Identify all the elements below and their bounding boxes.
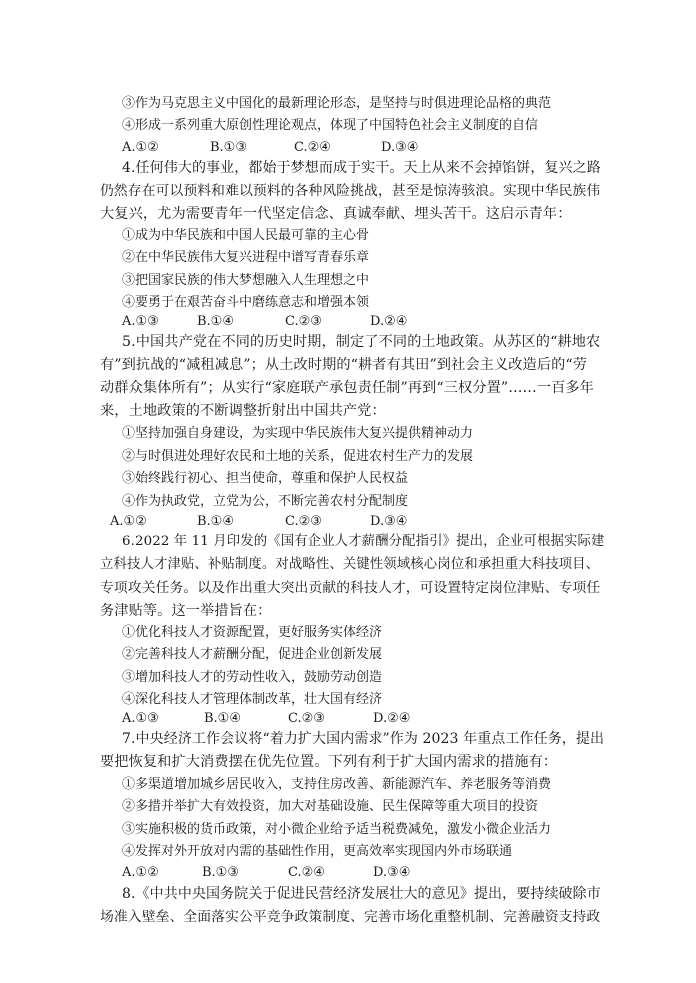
q4-item-1: ①成为中华民族和中国人民最可靠的主心骨 <box>122 228 370 243</box>
q3-item-3: ③作为马克思主义中国化的最新理论形态，是坚持与时俱进理论品格的典范 <box>122 96 552 111</box>
q7-stem-line-1: 7.中央经济工作会议将“着力扩大国内需求”作为 2023 年重点工作任务，提出 <box>122 731 605 747</box>
q6-item-3: ③增加科技人才的劳动性收入，鼓励劳动创造 <box>122 670 383 685</box>
q7-answer-c: C.②④ <box>288 865 325 880</box>
q5-stem-line-1: 5.中国共产党在不同的历史时期，制定了不同的土地政策。从苏区的“耕地农 <box>122 334 601 350</box>
q5-item-3: ③始终践行初心、担当使命，尊重和保护人民权益 <box>122 471 409 486</box>
q5-answer-c: C.②③ <box>285 514 322 529</box>
q7-item-3: ③实施积极的货币政策，对小微企业给予适当税费减免，激发小微企业活力 <box>122 822 552 837</box>
q4-answer-c: C.②③ <box>285 314 322 329</box>
q3-answer-d: D.③④ <box>381 140 419 155</box>
q6-answer-a: A.①③ <box>122 711 159 726</box>
q6-stem-line-2: 立科技人才津贴、补贴制度。对战略性、关键性领域核心岗位和承担重大科技项目、 <box>100 557 600 572</box>
q4-answer-b: B.①④ <box>197 314 234 329</box>
q4-answer-d: D.②④ <box>370 314 408 329</box>
q5-item-2: ②与时俱进处理好农民和土地的关系，促进农村生产力的发展 <box>122 449 474 464</box>
q4-item-4: ④要勇于在艰苦奋斗中磨练意志和增强本领 <box>122 295 370 310</box>
q6-answer-b: B.①④ <box>204 711 241 726</box>
q5-answer-b: B.①④ <box>197 514 234 529</box>
q4-answer-a: A.①③ <box>122 314 159 329</box>
q7-item-1: ①多渠道增加城乡居民收入，支持住房改善、新能源汽车、养老服务等消费 <box>122 777 552 792</box>
q8-stem-line-2: 场准入壁垒、全面落实公平竞争政策制度、完善市场化重整机制、完善融资支持政 <box>100 909 601 925</box>
q5-item-4: ④作为执政党，立党为公，不断完善农村分配制度 <box>122 494 409 509</box>
q3-item-4: ④形成一系列重大原创性理论观点，体现了中国特色社会主义制度的自信 <box>122 118 539 133</box>
q6-stem-line-1: 6.2022 年 11 月印发的《国有企业人才薪酬分配指引》提出，企业可根据实际建 <box>122 534 605 549</box>
q5-answer-a: A.①② <box>110 514 147 529</box>
q5-stem-line-3: 动群众集体所有”；从实行“家庭联产承包责任制”再到“三权分置”……一百多年 <box>100 380 594 396</box>
q6-answer-c: C.②③ <box>288 711 325 726</box>
q4-item-3: ③把国家民族的伟大梦想融入人生理想之中 <box>122 273 370 288</box>
q4-item-2: ②在中华民族伟大复兴进程中谱写青春乐章 <box>122 250 370 265</box>
q4-stem-line-2: 仍然存在可以预料和难以预料的各种风险挑战，甚至是惊涛骇浪。实现中华民族伟 <box>100 183 601 199</box>
q7-item-2: ②多措并举扩大有效投资，加大对基础设施、民生保障等重大项目的投资 <box>122 799 539 814</box>
q7-answer-b: B.①③ <box>202 865 239 880</box>
q5-stem-line-2: 有”到抗战的“减租减息”；从土改时期的“耕者有其田”到社会主义改造后的“劳 <box>100 357 588 373</box>
q7-stem-line-2: 要把恢复和扩大消费摆在优先位置。下列有利于扩大国内需求的措施有： <box>100 754 558 770</box>
q3-answer-b: B.①③ <box>210 140 247 155</box>
q6-stem-line-4: 务津贴等。这一举措旨在： <box>100 603 272 619</box>
q6-item-2: ②完善科技人才薪酬分配，促进企业创新发展 <box>122 647 383 662</box>
q6-item-4: ④深化科技人才管理体制改革，壮大国有经济 <box>122 692 383 707</box>
q8-stem-line-1: 8.《中共中央国务院关于促进民营经济发展壮大的意见》提出，要持续破除市 <box>122 886 601 902</box>
q5-answer-d: D.③④ <box>370 514 408 529</box>
q5-stem-line-4: 来，土地政策的不断调整折射出中国共产党： <box>100 403 386 419</box>
q6-stem-line-3: 专项攻关任务。以及作出重大突出贡献的科技人才，可设置特定岗位津贴、专项任 <box>100 580 601 596</box>
q3-answer-c: C.②④ <box>294 140 331 155</box>
q7-item-4: ④发挥对外开放对内需的基础性作用，更高效率实现国内外市场联通 <box>122 844 513 859</box>
q3-answer-a: A.①② <box>122 140 159 155</box>
q6-item-1: ①优化科技人才资源配置，更好服务实体经济 <box>122 625 383 640</box>
q6-answer-d: D.②④ <box>373 711 411 726</box>
q7-answer-d: D.③④ <box>373 865 411 880</box>
q4-stem-line-1: 4.任何伟大的事业，都始于梦想而成于实干。天上从来不会掉馅饼，复兴之路 <box>122 160 601 176</box>
q5-item-1: ①坚持加强自身建设，为实现中华民族伟大复兴提供精神动力 <box>122 426 474 441</box>
q7-answer-a: A.①② <box>122 865 159 880</box>
q4-stem-line-3: 大复兴，尤为需要青年一代坚定信念、真诚奉献、埋头苦干。这启示青年： <box>100 206 572 222</box>
